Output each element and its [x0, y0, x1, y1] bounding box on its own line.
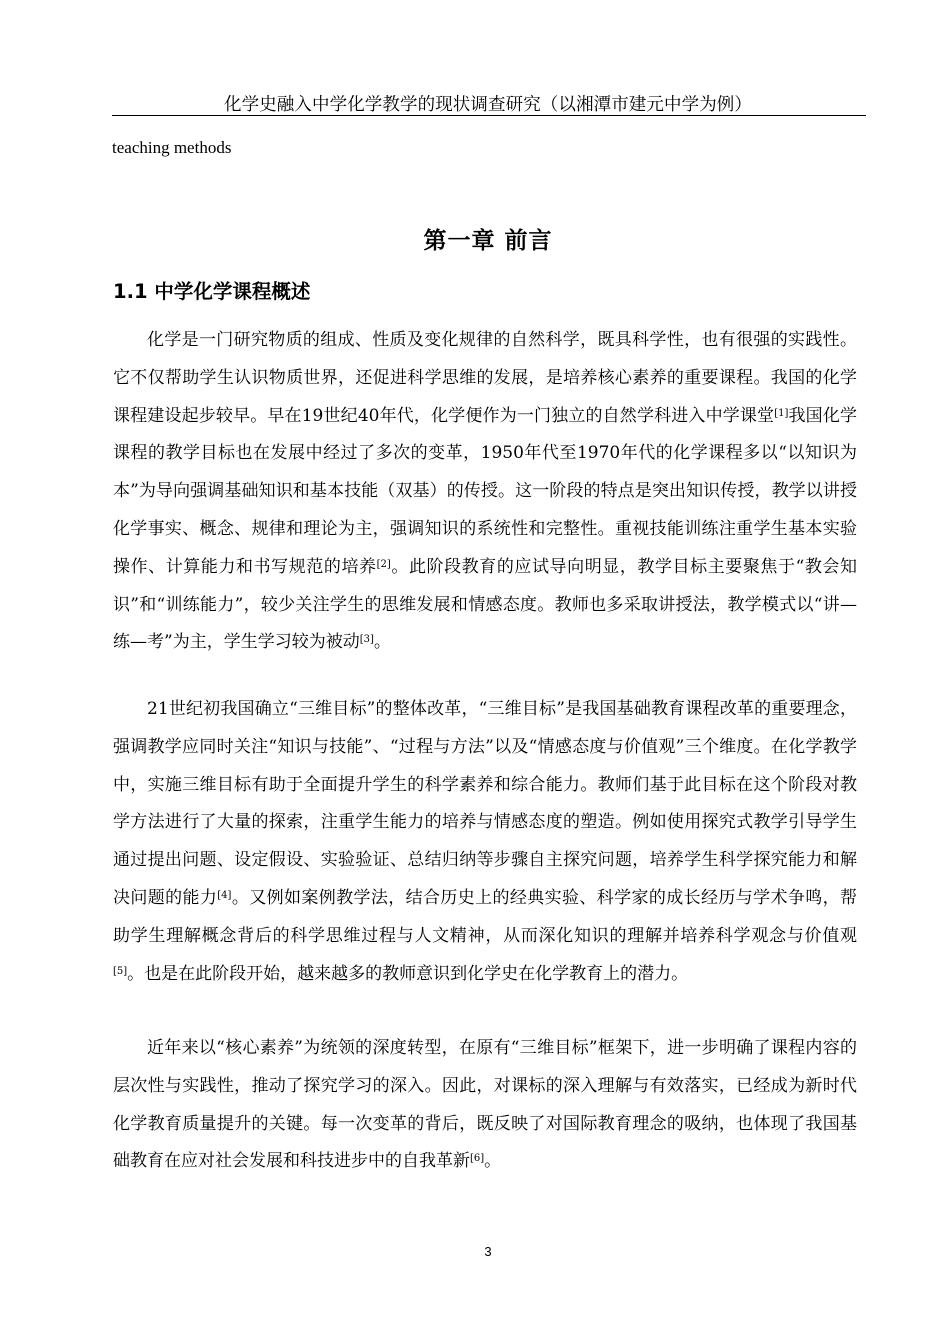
paragraph-text: 。又例如案例教学法，结合历史上的经典实验、科学家的成长经历与学术争鸣，帮助学生理解概念背后的科学思维过程与人文精神，从而深化知识的理解并培养科学观念与价值观	[113, 887, 858, 946]
citation: [4]	[217, 889, 232, 901]
citation: [3]	[359, 634, 374, 646]
paragraph-text: 化学是一门研究物质的组成、性质及变化规律的自然科学，既具科学性，也有很强的实践性。它不仅帮助学生认识物质世界，还促进科学思维的发展，是培养核心素养的重要课程。我国的化学课程建设起步较早。早在19世纪40年代，化学便作为一门独立的自然学科进入中学课堂	[113, 330, 857, 426]
abstract-tail-text: teaching methods	[112, 138, 232, 157]
paragraph-text: 近年来以“核心素养”为统领的深度转型，在原有“三维目标”框架下，进一步明确了课程内容的层次性与实践性，推动了探究学习的深入。因此，对课标的深入理解与有效落实，已经成为新时代化学教育质量提升的关键。每一次变革的背后，既反映了对国际教育理念的吸纳，也体现了我国基础教育在应对社会发展和科技进步中的自我革新	[113, 1038, 857, 1172]
body-paragraph-3	[113, 1030, 857, 1181]
citation: [5]	[113, 965, 128, 977]
running-header: 化学史融入中学化学教学的现状调查研究（以湘潭市建元中学为例）	[224, 95, 752, 115]
chapter-title: 第一章 前言	[423, 228, 553, 254]
body-paragraph-1	[113, 322, 857, 662]
section-title: 1.1 中学化学课程概述	[113, 280, 311, 303]
page-number: 3	[484, 1244, 492, 1259]
paragraph-text: 。此阶段教育的应试导向明显，教学目标主要聚焦于“教会知识”和“训练能力”，较少关注学生的思维发展和情感态度。教师也多采取讲授法，教学模式以“讲—练—考”为主，学生学习较为被动	[113, 556, 857, 653]
header-rule	[112, 115, 866, 116]
body-paragraph-2	[113, 691, 857, 993]
citation: [6]	[470, 1153, 485, 1165]
paragraph-text: 。	[484, 1151, 502, 1172]
paragraph-text: 我国化学课程的教学目标也在发展中经过了多次的变革，1950年代至1970年代的化学课程多以“以知识为本”为导向强调基础知识和基本技能（双基）的传授。这一阶段的特点是突出知识传授，教学以讲授化学事实、概念、规律和理论为主，强调知识的系统性和完整性。重视技能训练注重学生基本实验操作、计算能力和书写规范的培养	[113, 405, 857, 577]
citation: [1]	[774, 407, 789, 419]
paragraph-text: 。也是在此阶段开始，越来越多的教师意识到化学史在化学教育上的潜力。	[127, 963, 689, 984]
paragraph-text: 21世纪初我国确立“三维目标”的整体改革，“三维目标”是我国基础教育课程改革的重要理念，强调教学应同时关注“知识与技能”、“过程与方法”以及“情感态度与价值观”三个维度。在化学教学中，实施三维目标有助于全面提升学生的科学素养和综合能力。教师们基于此目标在这个阶段对教学方法进行了大量的探索，注重学生能力的培养与情感态度的塑造。例如使用探究式教学引导学生通过提出问题、设定假设、实验验证、总结归纳等步骤自主探究问题，培养学生科学探究能力和解决问题的能力	[113, 699, 857, 908]
paragraph-text: 。	[373, 632, 391, 653]
citation: [2]	[376, 558, 391, 570]
